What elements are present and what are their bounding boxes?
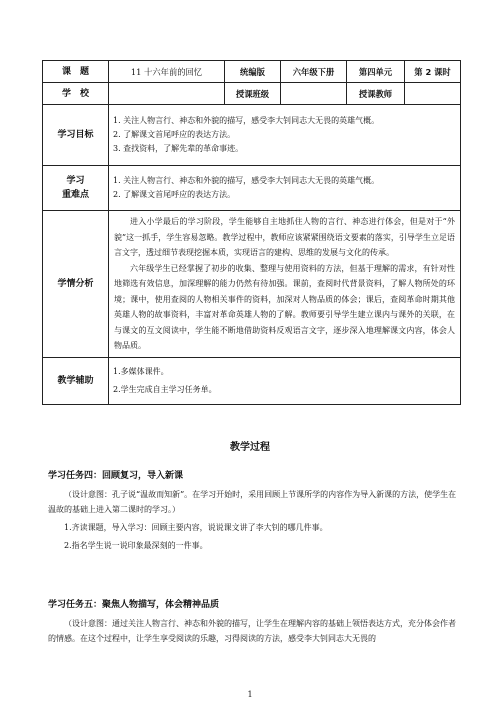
task5-section bbox=[48, 598, 458, 646]
keypoints-content bbox=[109, 166, 461, 211]
aids-label: 教学辅助 bbox=[43, 357, 109, 404]
class-label: 授课班级 bbox=[225, 83, 281, 105]
lesson-plan-table bbox=[42, 60, 461, 405]
table-row-keypoints bbox=[43, 166, 461, 211]
task5-heading: 学习任务五：聚焦人物描写，体会精神品质 bbox=[48, 600, 220, 610]
period: 第 2 课时 bbox=[405, 61, 461, 83]
goal-item: 2. 了解课文首尾呼应的表达方法。 bbox=[113, 130, 236, 139]
aid-item: 2.学生完成自主学习任务单。 bbox=[113, 384, 217, 394]
task4-intent: （设计意图：孔子说“温故而知新”。在学习开始时，采用回顾上节课所学的内容作为导入新课的方法，使学生在温故的基础上进入第二课时的学习。） bbox=[48, 490, 457, 514]
table-row-goals bbox=[43, 105, 461, 166]
process-title: 教学过程 bbox=[230, 442, 270, 453]
course-label: 课 题 bbox=[43, 61, 109, 83]
teacher-value bbox=[405, 83, 461, 105]
edition: 统编版 bbox=[225, 61, 281, 83]
table-row-analysis bbox=[43, 211, 461, 358]
page-number: 1 bbox=[247, 690, 253, 699]
goal-item: 1. 关注人物言行、神态和外貌的描写，感受李大钊同志大无畏的英雄气概。 bbox=[113, 116, 380, 125]
analysis-paragraph: 六年级学生已经掌握了初步的收集、整理与使用资料的方法，但基于理解的需求，有针对性地筛选有效信息，加深理解的能力仍然有待加强。课前，查阅时代背景资料，了解人物所处的环境；课中，使用查阅的人物相关事件的资料，加深对人物品质的体会；课后，查阅革命时期其他英雄人物的故事资料，丰富对革命英雄人物的了解。教师要引导学生建立课内与课外的关联，在与课文的互文阅读中，学生能不断地借助资料反观语言文字，逐步深入地理解课文内容，体会人物品质。 bbox=[114, 263, 455, 350]
table-row-aids bbox=[43, 357, 461, 404]
keypoint-item: 1. 关注人物言行、神态和外貌的描写，感受李大钊同志大无畏的英雄气概。 bbox=[113, 176, 380, 185]
table-row-school bbox=[43, 83, 461, 105]
school-value bbox=[109, 83, 225, 105]
school-label: 学 校 bbox=[43, 83, 109, 105]
goals-label: 学习目标 bbox=[43, 105, 109, 166]
aids-content bbox=[109, 357, 461, 404]
analysis-label: 学情分析 bbox=[43, 211, 109, 358]
goal-item: 3. 查找资料，了解先辈的革命事迹。 bbox=[113, 144, 244, 153]
analysis-content bbox=[109, 211, 461, 358]
unit: 第四单元 bbox=[347, 61, 405, 83]
task4-section bbox=[48, 469, 458, 553]
table-row-title bbox=[43, 61, 461, 83]
goals-content bbox=[109, 105, 461, 166]
keypoints-label-line2: 重难点 bbox=[61, 190, 89, 200]
task4-heading: 学习任务四：回顾复习，导入新课 bbox=[48, 471, 184, 481]
keypoints-label-line1: 学习 bbox=[66, 176, 85, 186]
analysis-paragraph: 进入小学最后的学习阶段，学生能够自主地抓住人物的言行、神态进行体会，但是对于“外貌”这一抓手，学生容易忽略。教学过程中，教师应该紧紧围绕语文要素的落实，引导学生立足语言文字，透过细节表现挖掘本质，实现语言的建构、思维的发展与文化的传承。 bbox=[114, 217, 455, 257]
aid-item: 1.多媒体课件。 bbox=[113, 366, 169, 376]
class-value bbox=[281, 83, 347, 105]
grade: 六年级下册 bbox=[281, 61, 347, 83]
task4-step: 2.指名学生说一说印象最深刻的一件事。 bbox=[64, 541, 208, 550]
task4-step: 1.齐读课题，导入学习：回顾主要内容，说说课文讲了李大钊的哪几件事。 bbox=[64, 523, 328, 532]
keypoint-item: 2. 了解课文首尾呼应的表达方法。 bbox=[113, 190, 236, 199]
teacher-label: 授课教师 bbox=[347, 83, 405, 105]
task5-intent: （设计意图：通过关注人物言行、神态和外貌的描写，让学生在理解内容的基础上领悟表达方式，充分体会作者的情感。在这个过程中，让学生享受阅读的乐趣，习得阅读的方法，感受李大钊同志大无畏的 bbox=[48, 619, 456, 643]
lesson-title: 11 十六年前的回忆 bbox=[109, 61, 225, 83]
keypoints-label bbox=[43, 166, 109, 211]
